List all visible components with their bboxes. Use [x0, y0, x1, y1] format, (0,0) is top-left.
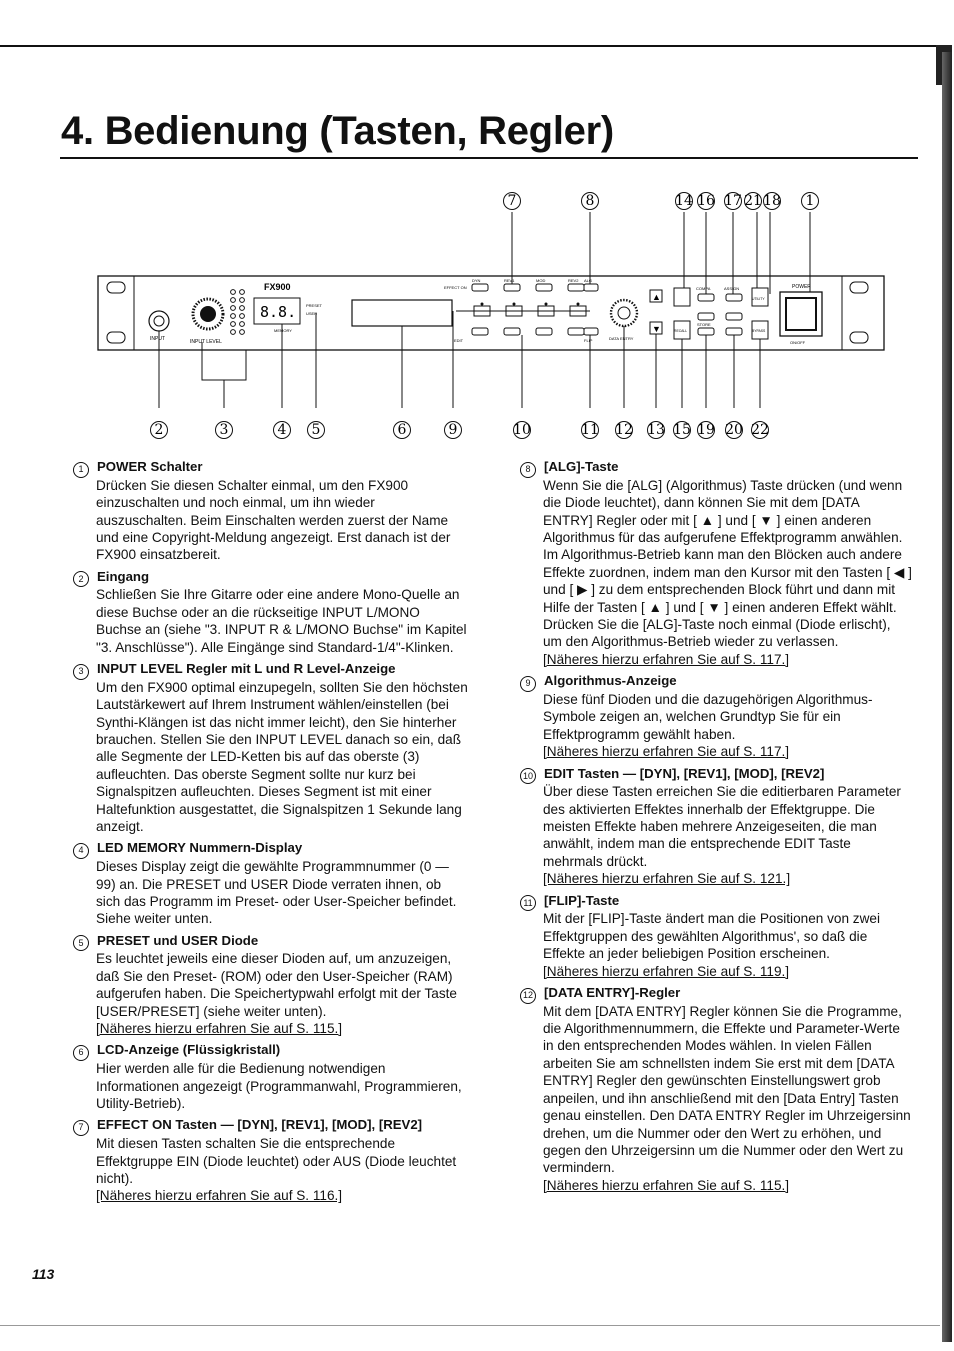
page-reference: [Näheres hierzu erfahren Sie auf S. 115.] [543, 1177, 790, 1193]
callout-17: 17 [724, 193, 742, 209]
section-heading [73, 458, 468, 477]
callout-15: 15 [673, 422, 691, 438]
callout-18: 18 [763, 193, 781, 209]
callout-2: 2 [154, 422, 164, 438]
section-heading [73, 568, 468, 587]
user-led-label: USER [306, 311, 318, 316]
front-panel-diagram [90, 180, 890, 440]
assign-label: ASSIGN [724, 286, 740, 291]
section-body: Mit diesen Tasten schalten Sie die entsprechende Effektgruppe EIN (Diode leuchtet) oder AUS (Diode leuchtet nicht). [96, 1136, 457, 1186]
bottom-border-line [0, 1325, 940, 1326]
recall-label: RECALL [674, 329, 688, 333]
section-heading [520, 984, 912, 1003]
edit-label: EDIT [454, 338, 464, 343]
page-reference: [Näheres hierzu erfahren Sie auf S. 116.] [96, 1188, 343, 1204]
section-body: Diese fünf Dioden und die dazugehörigen Algorithmus-Symbole zeigen an, welchen Grundtyp Sie für ein Effektprogramm gewählt haben. [543, 691, 873, 742]
section-heading [73, 1041, 468, 1060]
up-arrow-icon: ▲ [652, 292, 661, 302]
callout-12: 12 [615, 422, 633, 438]
section-number: 6 [73, 1045, 89, 1061]
section-number: 1 [73, 462, 89, 478]
page-reference: [Näheres hierzu erfahren Sie auf S. 119.] [543, 963, 790, 979]
section-9 [520, 672, 912, 760]
section-number: 5 [73, 935, 89, 951]
section-heading [73, 932, 468, 951]
callout-1: 1 [805, 193, 815, 209]
effect-on-label: EFFECT ON [444, 285, 467, 290]
section-heading [520, 458, 912, 477]
callout-14: 14 [675, 193, 693, 209]
rev2-label: REV2 [568, 278, 579, 283]
section-number: 2 [73, 571, 89, 587]
callout-22: 22 [751, 422, 769, 438]
front-panel-svg [90, 180, 890, 440]
section-title: LED MEMORY Nummern-Display [97, 840, 303, 856]
on-off-label: ON/OFF [790, 340, 806, 345]
section-heading [73, 660, 468, 679]
section-number: 9 [520, 676, 536, 692]
memory-led-digits: 8.8. [260, 303, 297, 321]
title-underline [60, 157, 918, 159]
section-11 [520, 892, 912, 980]
section-heading [520, 672, 912, 691]
section-2 [73, 568, 468, 656]
section-5 [73, 932, 468, 1038]
section-body: Wenn Sie die [ALG] (Algorithmus) Taste drücken (und wenn die Diode leuchtet), dann können Sie mit dem [DATA ENTRY] Regler oder mit [ ▲ ] und [ ▼ ] einen anderen Algorithmus für das aufgerufene Effektprogramm anwählen. Im Algorithmus-Betrieb kann man den Blöcken auch andere Effekte zuordnen, indem man den Kursor mit den Tasten [ ◀ ] und [ ▶ ] zu dem entsprechenden Block führt und dann mit Hilfe der Tasten [ ▲ ] und [ ▼ ] einen anderen Effekt wählt. Drücken Sie die [ALG]-Taste noch einmal (Diode erlischt), um den Algorithmus-Betrieb wieder zu verlassen. [543, 477, 912, 650]
utility-label: UTILITY [752, 297, 765, 301]
bypass-label: BYPASS [752, 329, 766, 333]
input-label: INPUT [150, 336, 165, 342]
page-number: 113 [32, 1266, 55, 1282]
section-8 [520, 458, 912, 668]
section-body: Schließen Sie Ihre Gitarre oder eine andere Mono-Quelle an diese Buchse oder an die rückseitige INPUT L/MONO Buchse an (siehe "3. INPUT R & L/MONO Buchse" im Kapitel "3. Anschlüsse"). Alle Eingänge sind Standard-1/4"-Klinken. [96, 587, 467, 655]
left-column [73, 458, 468, 1209]
callout-19: 19 [697, 422, 715, 438]
page-reference: [Näheres hierzu erfahren Sie auf S. 121.] [543, 871, 791, 887]
callout-5: 5 [311, 422, 321, 438]
section-title: LCD-Anzeige (Flüssigkristall) [97, 1042, 281, 1058]
section-number: 11 [520, 895, 536, 911]
binding-edge [942, 52, 952, 1342]
section-heading [520, 765, 912, 784]
input-level-knob-center [200, 306, 216, 322]
section-number: 4 [73, 843, 89, 859]
right-column [520, 458, 912, 1198]
section-1 [73, 458, 468, 564]
section-6 [73, 1041, 468, 1112]
page-reference: [Näheres hierzu erfahren Sie auf S. 117.] [543, 651, 790, 667]
section-body: Um den FX900 optimal einzupegeln, sollten Sie den höchsten Lautstärkewert auf Ihrem Instrument wählen/einstellen (bei Synthi-Klängen ist das nicht immer leicht), den Sie hinterher brauchen. Stellen Sie den INPUT LEVEL danach so ein, daß alle Segmente der LED-Ketten bis auf das oberste (3) aufleuchten. Das oberste Segment sollte nur kurz bei Signalspitzen aufleuchten. Dieses Segment ist mit einer Haltefunktion ausgestattet, die Signalspitzen 1 Sekunde lang anzeigt. [96, 679, 468, 835]
callout-9: 9 [448, 422, 458, 438]
input-level-label: INPUT LEVEL [190, 339, 222, 345]
callouts-top [504, 193, 819, 210]
section-title: PRESET und USER Diode [97, 932, 259, 948]
flip-label: FLIP [584, 338, 593, 343]
compare-label: COMPA [696, 286, 711, 291]
store-label: STORE [697, 322, 711, 327]
section-number: 12 [520, 988, 536, 1004]
callout-6: 6 [397, 422, 407, 438]
callout-8: 8 [585, 193, 595, 209]
section-title: POWER Schalter [97, 459, 203, 474]
down-arrow-icon: ▼ [652, 324, 661, 334]
callout-20: 20 [725, 422, 743, 438]
mod-label: MOD [536, 278, 546, 283]
section-body: Hier werden alle für die Bedienung notwendigen Informationen angezeigt (Programmanwahl, Programmieren, Utility-Betrieb). [96, 1061, 462, 1111]
section-body: Dieses Display zeigt die gewählte Programmnummer (0 — 99) an. Die PRESET und USER Diode verraten ihnen, ob sich das Programm im Preset- oder User-Speicher befindet. Siehe weiter unten. [96, 859, 457, 927]
preset-led-label: PRESET [306, 303, 323, 308]
section-4 [73, 839, 468, 927]
section-10 [520, 765, 912, 888]
dyn-label: DYN [472, 278, 481, 283]
section-title: Eingang [97, 568, 150, 584]
top-border-line [0, 45, 936, 47]
callout-4: 4 [277, 422, 287, 438]
page-title: 4. Bedienung (Tasten, Regler) [61, 109, 614, 153]
callout-7: 7 [507, 193, 517, 209]
section-title: INPUT LEVEL Regler mit L und R Level-Anzeige [97, 661, 396, 677]
section-title: EFFECT ON Tasten — [DYN], [REV1], [MOD], [REV2] [97, 1117, 423, 1133]
section-3 [73, 660, 468, 835]
section-7 [73, 1116, 468, 1204]
section-number: 8 [520, 462, 536, 478]
section-heading [520, 892, 912, 911]
alg-label: ALG [584, 278, 593, 283]
section-body: Mit der [FLIP]-Taste ändert man die Positionen von zwei Effektgruppen des gewählten Algorithmus', so daß die Effekte an jeder beliebigen Position erscheinen. [543, 911, 880, 962]
callout-16: 16 [697, 193, 715, 209]
brand-logo: FX900 [264, 282, 291, 292]
data-entry-knob-center [618, 307, 630, 319]
section-title: EDIT Tasten — [DYN], [REV1], [MOD], [REV2] [544, 765, 825, 781]
section-number: 10 [520, 768, 536, 784]
section-number: 3 [73, 664, 89, 680]
section-title: [FLIP]-Taste [544, 892, 620, 908]
section-body: Über diese Tasten erreichen Sie die editierbaren Parameter des aktivierten Effektes innerhalb der Effektgruppe. Die meisten Effekte haben mehrere Anzeigeseiten, die man anwählt, indem man die entsprechende EDIT Taste mehrmals drückt. [543, 784, 901, 869]
memory-label: MEMORY [274, 328, 292, 333]
section-body: Drücken Sie diesen Schalter einmal, um den FX900 einzuschalten und noch einmal, um ihn wieder auszuschalten. Beim Einschalten werden zuerst der Name und eine Copyright-Meldung angezeigt. Erst danach ist der FX900 einsatzbereit. [96, 477, 451, 563]
callout-13: 13 [647, 422, 665, 438]
section-title: Algorithmus-Anzeige [544, 673, 677, 689]
section-heading [73, 839, 468, 858]
section-body: Mit dem [DATA ENTRY] Regler können Sie die Programme, die Algorithmennummern, die Effekte und Parameter-Werte in den entsprechenden Modes wählen. In vielen Fällen arbeiten Sie am schnellsten indem Sie erst mit dem [DATA ENTRY] Regler den gewünschten Einstellungswert grob anpeilen, und ihn anschließend mit den [Data Entry] Tasten genau einstellen. Den DATA ENTRY Regler im Uhrzeigersinn drehen, um die Nummer oder den Wert zu erhöhen, und gegen den Uhrzeigersinn um die Nummer oder den Wert zu vermindern. [543, 1003, 911, 1176]
callout-10: 10 [513, 422, 531, 438]
section-body: Es leuchtet jeweils eine dieser Dioden auf, um anzuzeigen, daß Sie den Preset- (ROM) oder den User-Speicher (RAM) aufgerufen haben. Die Speichertypwahl erfolgt mit der Taste [USER/PRESET] (siehe weiter unten). [96, 951, 457, 1019]
section-12 [520, 984, 912, 1194]
section-heading [73, 1116, 468, 1135]
section-title: [DATA ENTRY]-Regler [544, 984, 681, 1000]
callout-21: 21 [744, 193, 762, 209]
power-label: POWER [792, 284, 811, 290]
callouts-bottom [151, 422, 769, 439]
callout-3: 3 [219, 422, 229, 438]
page-reference: [Näheres hierzu erfahren Sie auf S. 115.] [96, 1021, 343, 1037]
callout-11: 11 [581, 422, 599, 438]
section-number: 7 [73, 1120, 89, 1136]
rev1-label: REV1 [504, 278, 515, 283]
data-entry-label: DATA ENTRY [609, 336, 634, 341]
section-title: [ALG]-Taste [544, 459, 619, 474]
page-reference: [Näheres hierzu erfahren Sie auf S. 117.] [543, 744, 790, 760]
